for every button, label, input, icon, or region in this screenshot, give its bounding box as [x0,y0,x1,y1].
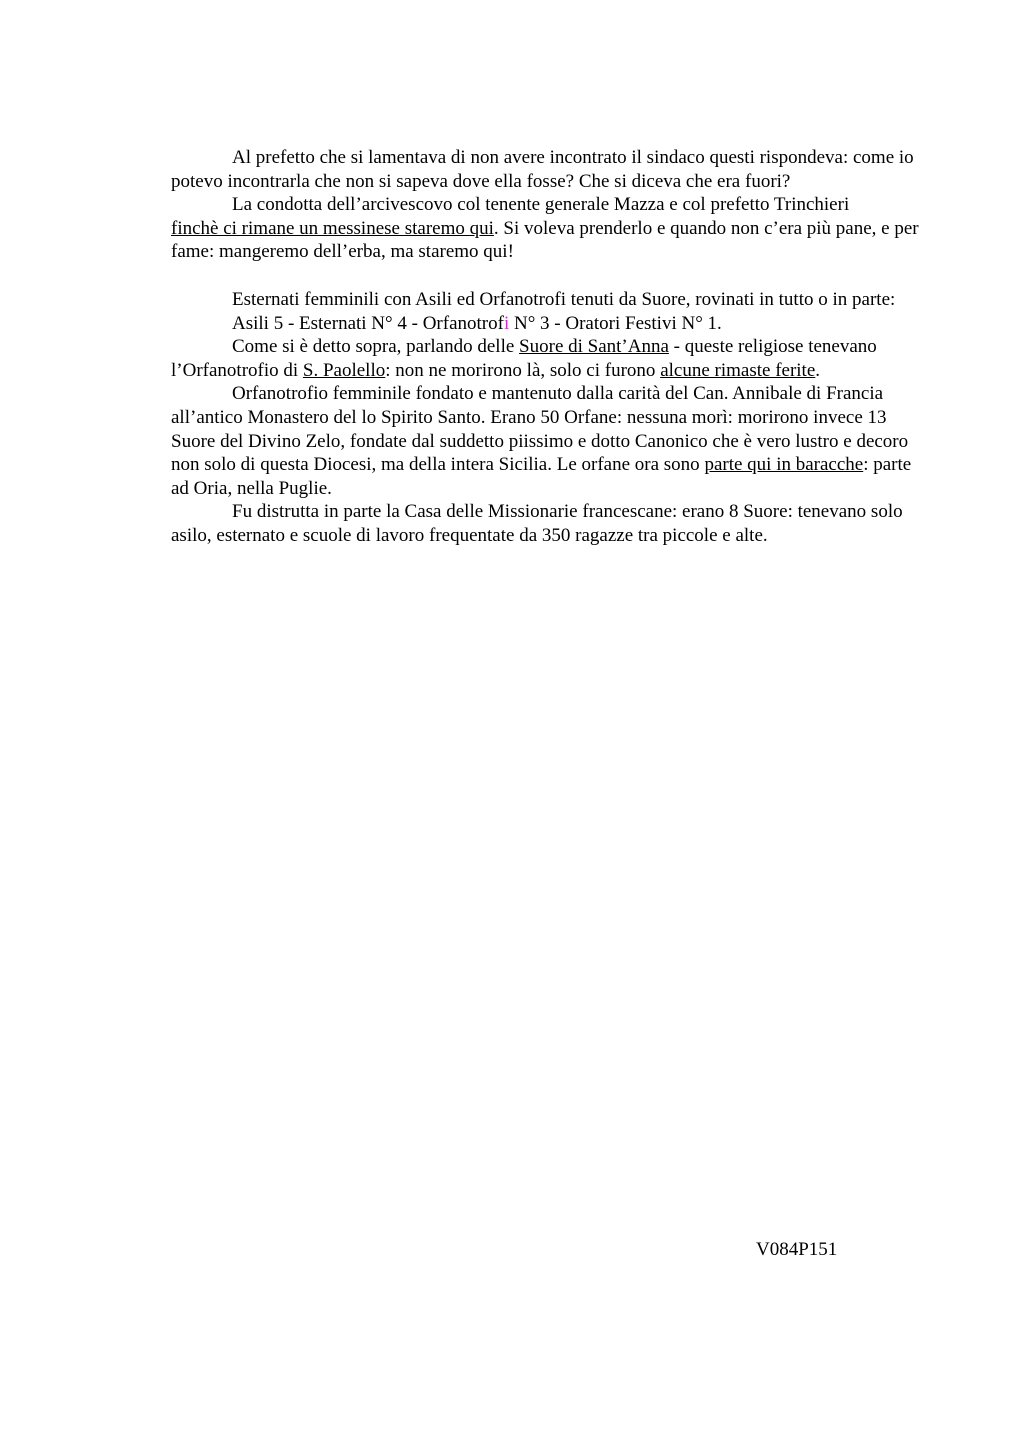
text-segment: : parte ad Oria, nella Puglie. [171,454,912,499]
paragraph-missionarie: Fu distrutta in parte la Casa delle Missionarie francescane: erano 8 Suore: tenevano solo asilo, esternato e scuole di lavoro frequentate da 350 ragazze tra piccole e alte. [171,501,903,546]
text-segment: N° 3 - Oratori Festivi N° 1. [509,312,722,334]
underlined-phrase: alcune rimaste ferite [660,359,816,381]
text-segment: . [815,359,821,381]
paragraph-suore-santanna [171,335,923,382]
underlined-phrase: S. Paolello [302,359,386,381]
text-segment: Asili 5 - Esternati N° 4 - Orfanotrof [232,312,504,334]
text-segment: Orfanotrofio femminile fondato e mantenuto dalla carità del Can. Annibale di Francia all’antico Monastero del lo Spirito Santo. Erano 50 Orfane: nessuna morì: morirono invece 13 Suore del Divino Zelo, fondate dal suddetto piissimo e dotto Canonico che è vero lustro e decoro non solo di questa Diocesi, ma della intera Sicilia. Le orfane ora sono [171,383,909,476]
document-body [171,146,923,548]
text-segment: : non ne morirono là, solo ci furono [385,359,661,381]
paragraph-gap [171,264,923,288]
paragraph-arcivescovo [171,193,923,264]
text-segment: . Si voleva prenderlo e quando non c’era più pane, e per fame: mangeremo dell’erba, ma staremo qui! [171,217,919,263]
paragraph-orfanotrofio [171,382,923,500]
highlighted-letter: i [503,312,510,334]
text-segment: - queste religiose tenevano l’Orfanotrofio di [171,336,877,381]
underlined-phrase: Suore di Sant’Anna [519,336,669,358]
text-segment: La condotta dell’arcivescovo col tenente generale Mazza e col prefetto Trinchieri [232,194,850,216]
underlined-phrase: parte qui in baracche [704,454,864,476]
text-segment: Come si è detto sopra, parlando delle [232,336,520,358]
paragraph-prefetto: Al prefetto che si lamentava di non avere incontrato il sindaco questi rispondeva: come io potevo incontrarla che non si sapeva dove ella fosse? Che si diceva che era fuori? [171,147,914,192]
paragraph-counts [171,312,923,336]
page-code: V084P151 [756,1239,838,1260]
underlined-phrase: finchè ci rimane un messinese staremo qui [171,217,494,239]
paragraph-esternati: Esternati femminili con Asili ed Orfanotrofi tenuti da Suore, rovinati in tutto o in parte: [232,288,896,310]
